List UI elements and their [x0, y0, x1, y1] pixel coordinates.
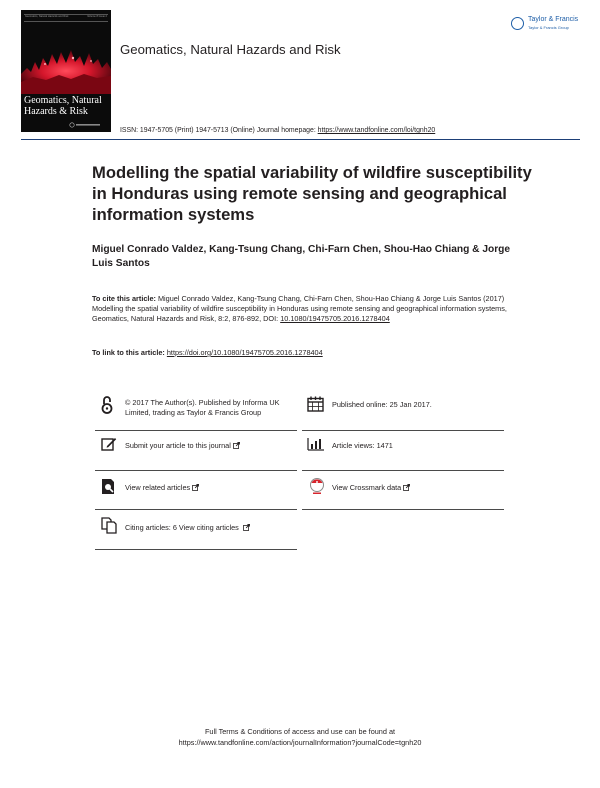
calendar-icon	[307, 396, 324, 412]
cover-publisher-logo	[69, 122, 105, 128]
cover-band-right: Volume 8 Issue 2	[87, 15, 107, 18]
external-link-icon	[233, 442, 240, 449]
cover-title	[24, 95, 102, 117]
cover-title-line-1: Geomatics, Natural	[24, 95, 102, 106]
publisher-logo-icon	[511, 17, 524, 30]
publisher-logo	[511, 15, 583, 35]
citation-label: To cite this article:	[92, 294, 156, 303]
open-access-icon	[100, 395, 114, 415]
open-access-text: © 2017 The Author(s). Published by Informa UK Limited, trading as Taylor & Francis Group	[125, 398, 280, 417]
journal-cover-image	[21, 10, 111, 132]
submit-article-link[interactable]	[125, 441, 240, 451]
publisher-subtitle: Taylor & Francis Group	[528, 25, 569, 30]
journal-homepage-link[interactable]: https://www.tandfonline.com/loi/tgnh20	[317, 127, 436, 134]
journal-title: Geomatics, Natural Hazards and Risk	[120, 42, 341, 57]
divider	[302, 430, 504, 431]
external-link-icon	[192, 484, 199, 491]
related-articles-label: View related articles	[125, 483, 191, 492]
cover-band-left: Geomatics, Natural Hazards and Risk	[25, 15, 69, 18]
article-title: Modelling the spatial variability of wildfire susceptibility in Honduras using remote sensing and geographical information systems	[92, 163, 532, 224]
cover-fire-graphic	[21, 44, 111, 94]
divider	[302, 470, 504, 471]
link-label: To link to this article:	[92, 348, 167, 357]
header-rule	[21, 139, 580, 140]
crossmark-label: View Crossmark data	[332, 483, 402, 492]
edit-icon	[101, 436, 117, 452]
submit-article-label: Submit your article to this journal	[125, 441, 231, 450]
citation-block	[92, 294, 512, 324]
divider	[302, 509, 504, 510]
divider	[95, 470, 297, 471]
citing-articles-icon	[101, 517, 118, 534]
doi-link[interactable]: 10.1080/19475705.2016.1278404	[280, 314, 390, 324]
article-doi-url[interactable]: https://doi.org/10.1080/19475705.2016.1278404	[166, 348, 323, 357]
crossmark-link[interactable]	[332, 483, 410, 493]
issn-text: ISSN: 1947-5705 (Print) 1947-5713 (Online) Journal homepage:	[120, 127, 318, 134]
cover-header-band	[24, 14, 108, 22]
citing-articles-label: Citing articles: 6 View citing articles	[125, 523, 239, 532]
published-online-date: Published online: 25 Jan 2017.	[332, 400, 432, 409]
divider	[95, 509, 297, 510]
article-authors: Miguel Conrado Valdez, Kang-Tsung Chang, Chi-Farn Chen, Shou-Hao Chiang & Jorge Luis Santos	[92, 244, 511, 269]
external-link-icon	[243, 524, 250, 531]
related-articles-link[interactable]	[125, 483, 199, 493]
external-link-icon	[403, 484, 410, 491]
footer-terms-url[interactable]: https://www.tandfonline.com/action/journalInformation?journalCode=tgnh20	[178, 738, 422, 747]
citation-text: Miguel Conrado Valdez, Kang-Tsung Chang, Chi-Farn Chen, Shou-Hao Chiang & Jorge Luis Santos (2017) Modelling the spatial variability of wildfire susceptibility in Honduras using remote sensing and geographical information systems, Geomatics, Natural Hazards and Risk, 8:2, 876-892, DOI:	[92, 294, 507, 324]
bar-chart-icon	[307, 437, 325, 451]
citing-articles-link[interactable]	[125, 523, 250, 533]
divider	[95, 549, 297, 550]
divider	[95, 430, 297, 431]
article-views: Article views: 1471	[332, 441, 393, 450]
issn-line	[120, 127, 435, 134]
crossmark-icon	[309, 478, 325, 495]
related-articles-icon	[101, 478, 117, 495]
publisher-name: Taylor & Francis	[528, 16, 579, 23]
article-link-line	[92, 348, 323, 357]
footer-terms-line: Full Terms & Conditions of access and use can be found at	[204, 727, 396, 736]
cover-title-line-2: Hazards & Risk	[24, 106, 88, 117]
